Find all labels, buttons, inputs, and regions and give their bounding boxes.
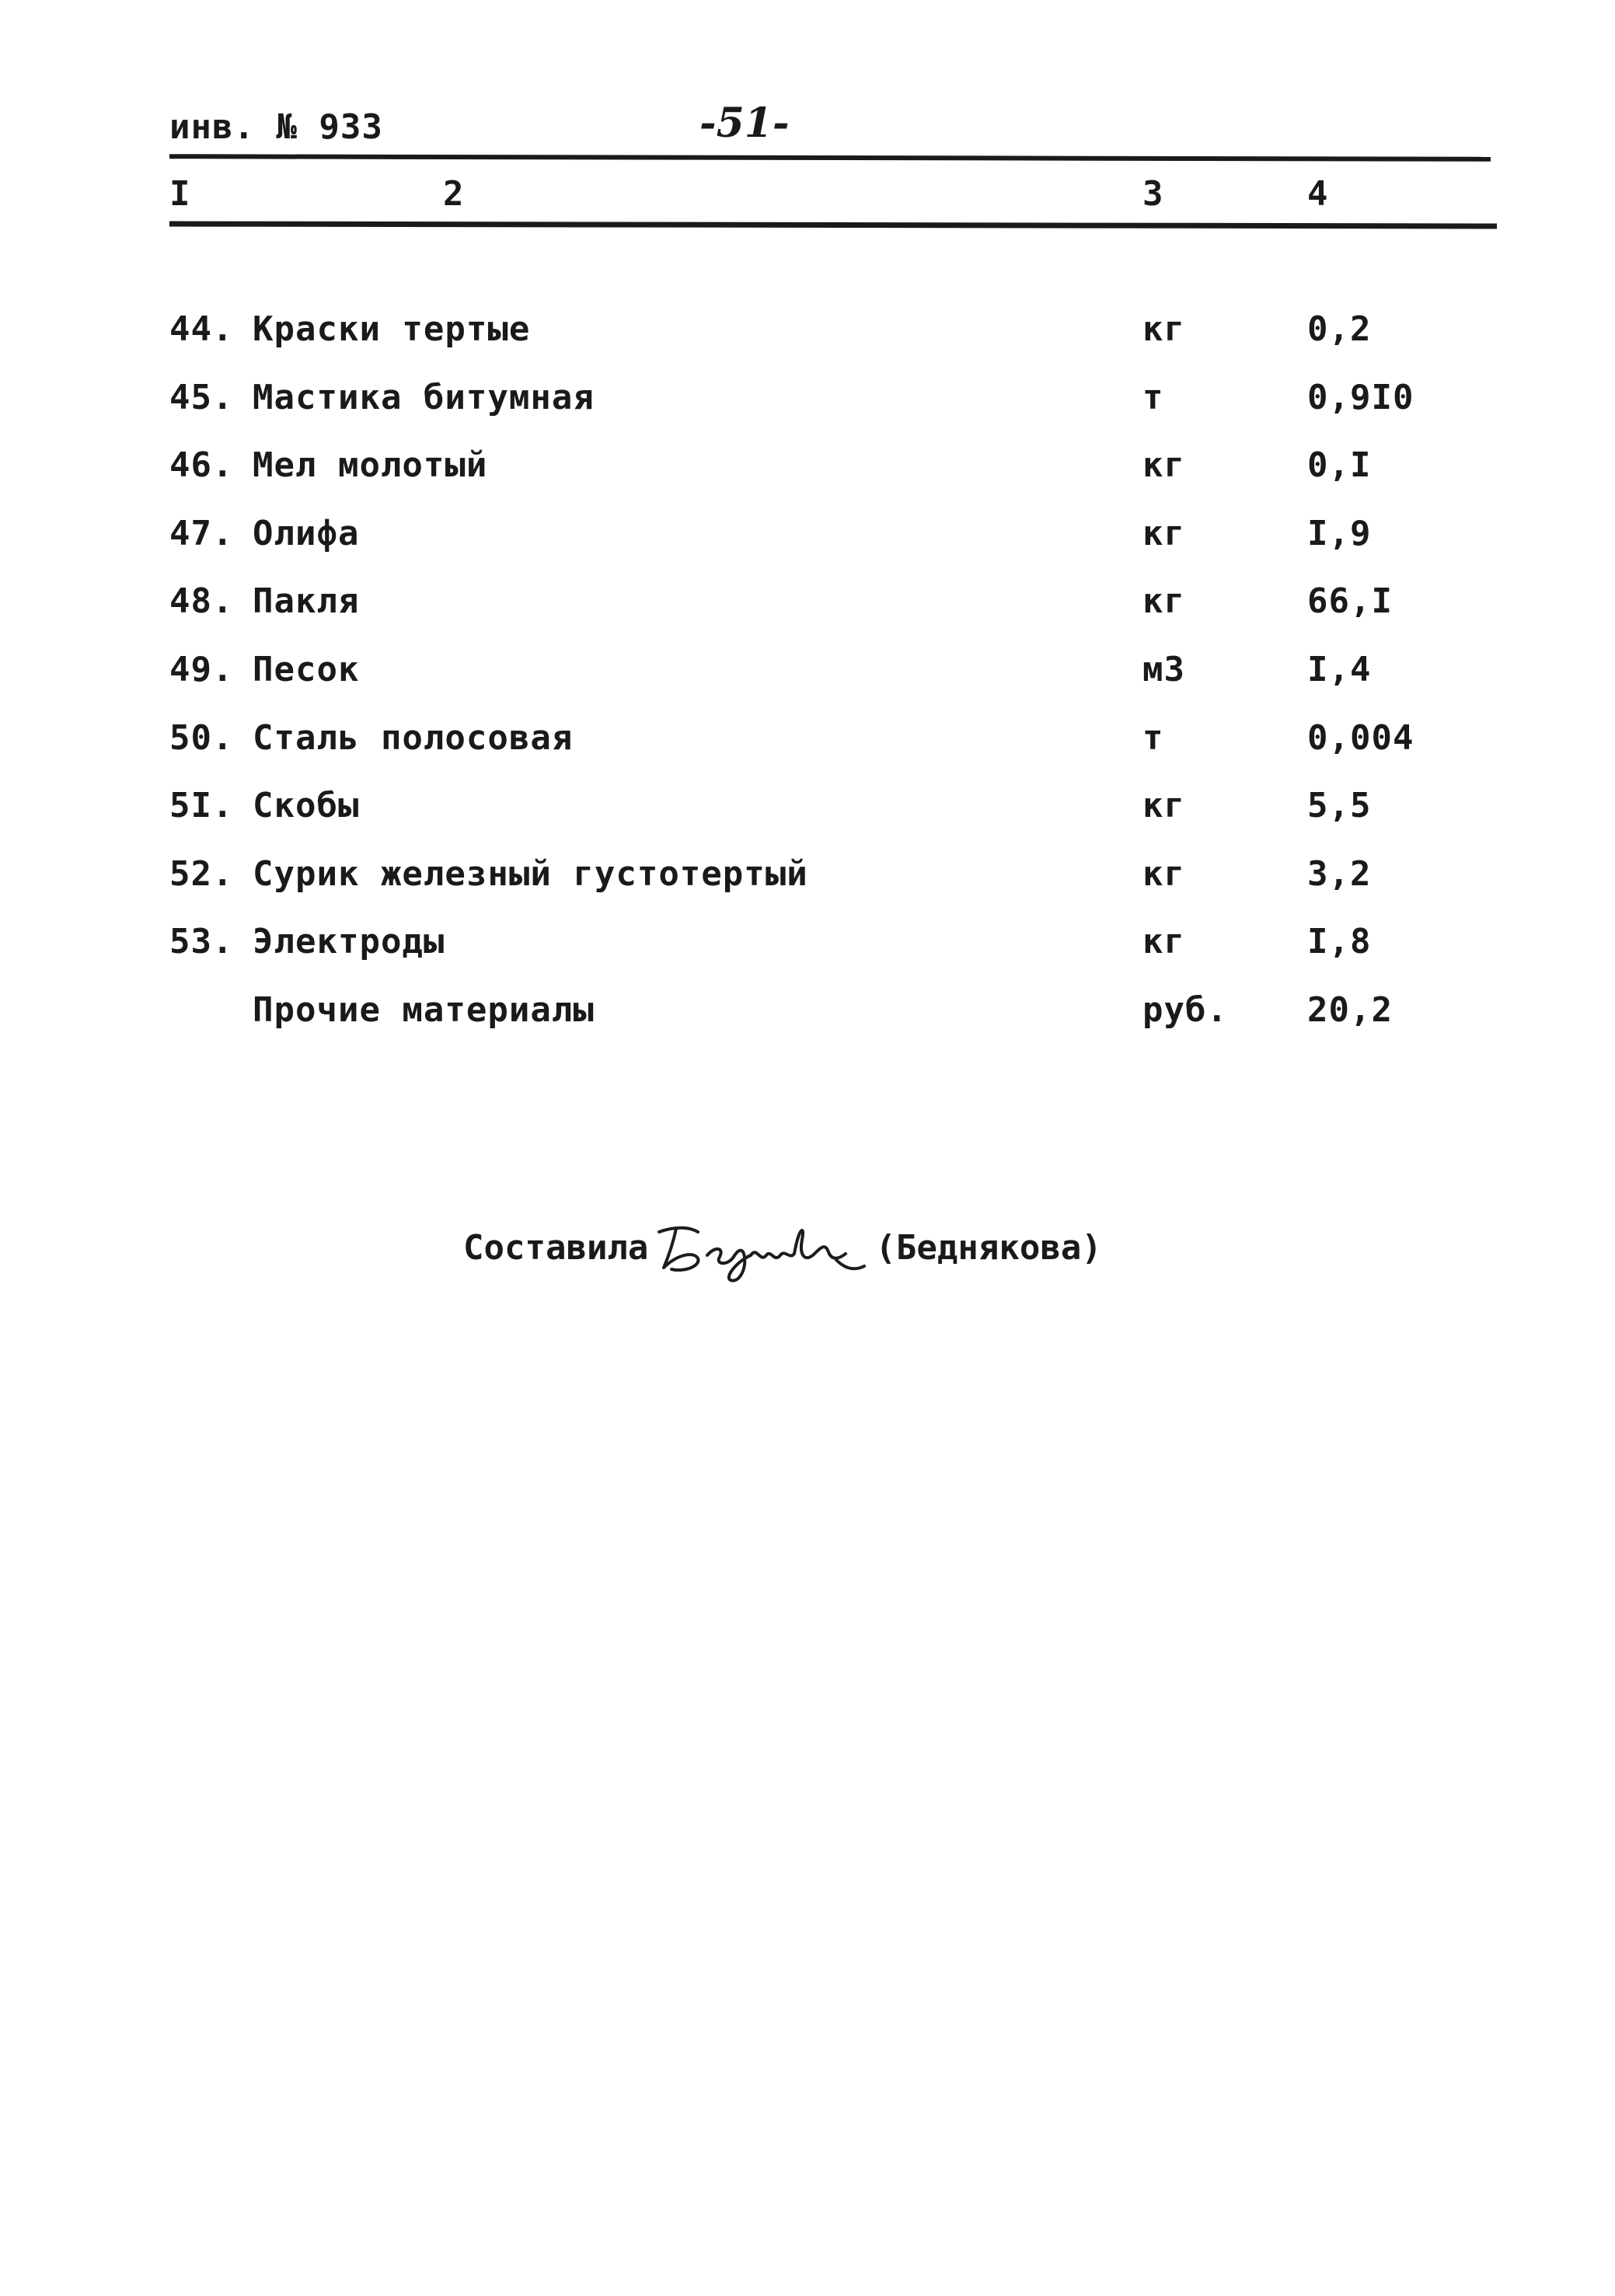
column-header-3: 3 — [1142, 174, 1164, 214]
unit: м3 — [1142, 649, 1185, 689]
table-row — [0, 854, 1615, 923]
quantity: 0,2 — [1307, 309, 1372, 349]
material-name: Краски тертые — [253, 309, 531, 349]
unit: т — [1142, 377, 1164, 417]
material-name: Олифа — [253, 513, 360, 553]
unit: кг — [1142, 445, 1185, 486]
table-row — [0, 514, 1615, 582]
unit: т — [1142, 717, 1164, 758]
column-header-1: I — [169, 174, 191, 214]
unit: кг — [1142, 786, 1185, 826]
row-number: 48. — [169, 581, 234, 622]
handwritten-signature — [653, 1209, 870, 1286]
row-number: 49. — [169, 649, 234, 689]
row-number: 52. — [169, 853, 234, 894]
table-row — [0, 378, 1615, 446]
quantity: 0,9I0 — [1307, 377, 1414, 417]
row-number: 50. — [169, 717, 234, 758]
page-number: -51- — [699, 99, 790, 147]
row-number: 53. — [169, 922, 234, 962]
column-header-4: 4 — [1307, 174, 1329, 214]
signature-line — [463, 1209, 1102, 1286]
material-name: Прочие материалы — [253, 989, 595, 1030]
quantity: I,4 — [1307, 649, 1372, 689]
unit: кг — [1142, 922, 1185, 962]
unit: руб. — [1142, 989, 1228, 1030]
material-name: Песок — [253, 649, 360, 689]
row-number: 44. — [169, 309, 234, 349]
material-name: Мастика битумная — [253, 377, 595, 417]
unit: кг — [1142, 513, 1185, 553]
table-row — [0, 922, 1615, 990]
material-name: Сурик железный густотертый — [253, 853, 808, 894]
row-number: 5I. — [169, 786, 234, 826]
table-row — [0, 718, 1615, 787]
table-row — [0, 309, 1615, 378]
quantity: 3,2 — [1307, 853, 1372, 894]
quantity: 5,5 — [1307, 786, 1372, 826]
material-name: Электроды — [253, 922, 445, 962]
table-row — [0, 990, 1615, 1059]
quantity: I,8 — [1307, 922, 1372, 962]
column-header-2: 2 — [443, 174, 465, 214]
row-number: 47. — [169, 513, 234, 553]
header-rule-top — [169, 154, 1491, 162]
quantity: I,9 — [1307, 513, 1372, 553]
unit: кг — [1142, 581, 1185, 622]
table-row — [0, 581, 1615, 650]
material-name: Скобы — [253, 786, 360, 826]
header-rule-bottom — [169, 222, 1497, 229]
quantity: 0,004 — [1307, 717, 1414, 758]
table-row — [0, 786, 1615, 854]
row-number: 45. — [169, 377, 234, 417]
table-row — [0, 650, 1615, 718]
quantity: 20,2 — [1307, 989, 1393, 1030]
material-name: Сталь полосовая — [253, 717, 574, 758]
unit: кг — [1142, 853, 1185, 894]
inventory-number: инв. № 933 — [169, 107, 383, 147]
unit: кг — [1142, 309, 1185, 349]
materials-table — [0, 309, 1615, 1059]
signature-label: Составила — [463, 1227, 649, 1268]
material-name: Пакля — [253, 581, 360, 622]
table-row — [0, 445, 1615, 514]
row-number: 46. — [169, 445, 234, 486]
material-name: Мел молотый — [253, 445, 488, 486]
signer-name: (Беднякова) — [875, 1227, 1102, 1268]
quantity: 66,I — [1307, 581, 1393, 622]
quantity: 0,I — [1307, 445, 1372, 486]
